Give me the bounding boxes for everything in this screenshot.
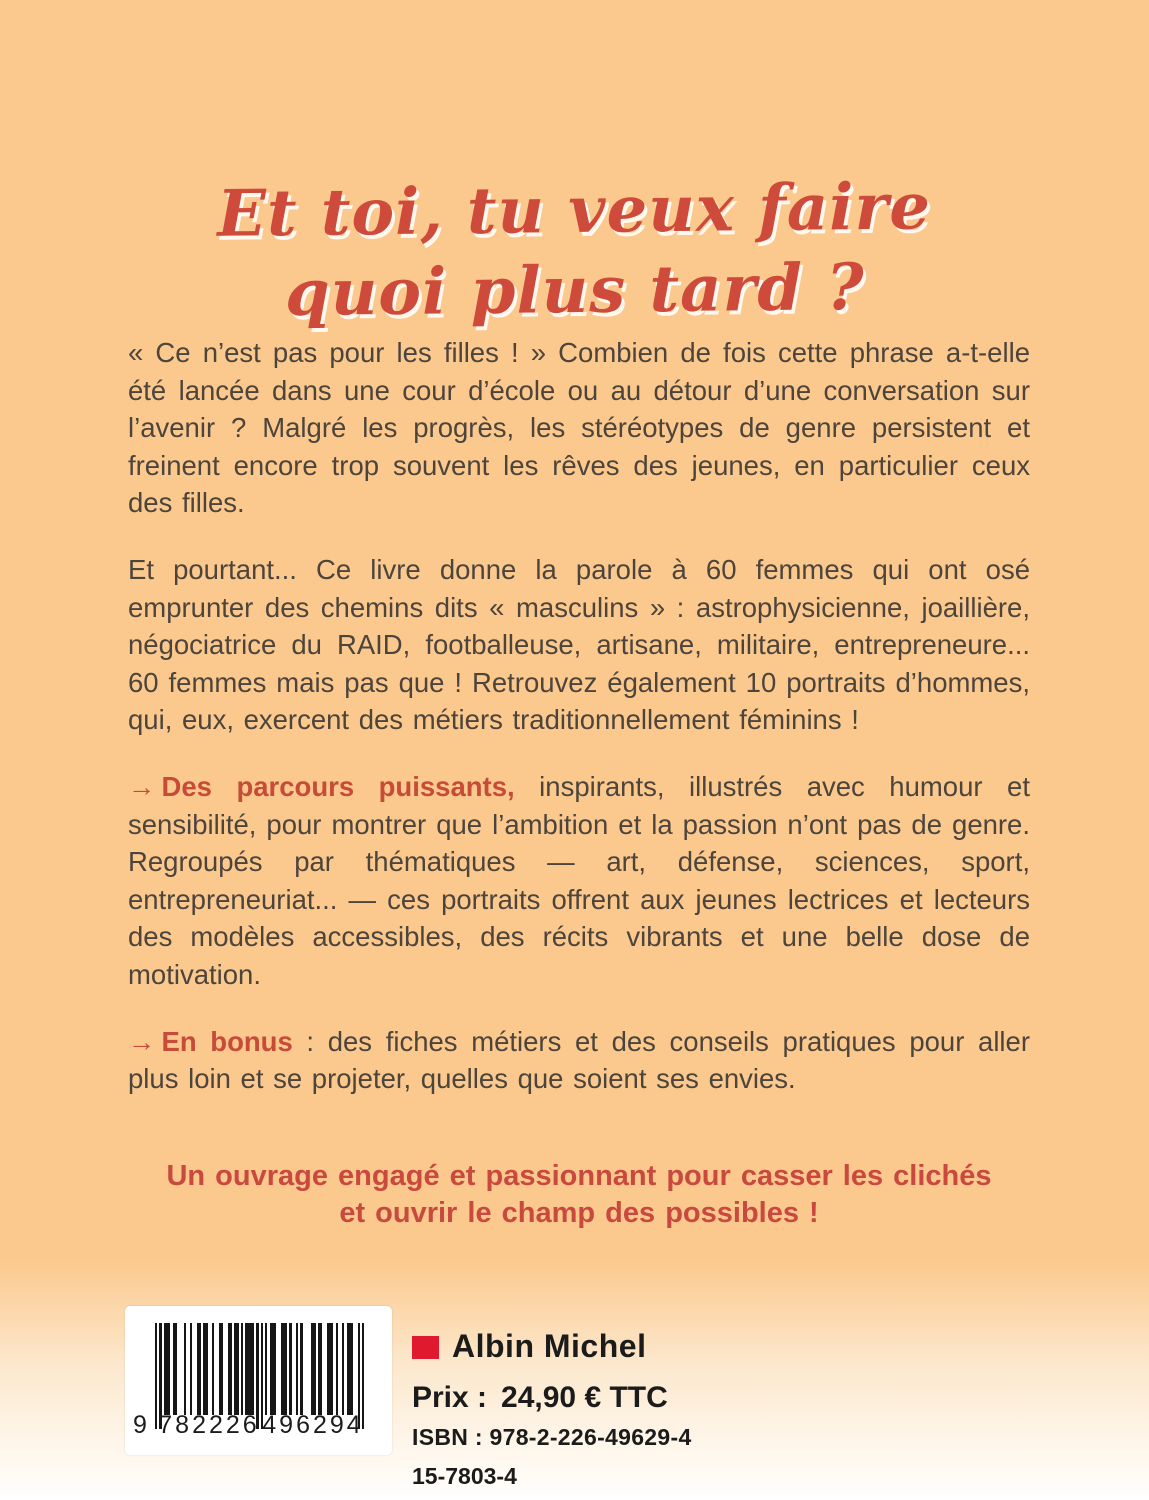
parcours-rest: inspirants, illustrés avec humour et sensibilité, pour montrer que l’ambition et la passion n’ont pas de genre. Regroupés par thématiques — art, défense, sciences, sport, entrepreneuriat... — ces portraits offrent aux jeunes lectrices et lecteurs des modèles accessibles, des récits vibrants et une belle dose de motivation. (128, 770, 1030, 990)
barcode-inner (133, 1323, 365, 1443)
barcode-digit-first: 9 (133, 1411, 150, 1439)
paragraph-parcours (128, 768, 1030, 994)
book-title-line1: Et toi, tu veux faire (216, 169, 932, 252)
parcours-lead: Des parcours puissants, (161, 770, 515, 802)
arrow-icon: → (128, 770, 156, 802)
tagline-line2: et ouvrir le champ des possibles ! (339, 1196, 819, 1229)
barcode-digits (133, 1411, 365, 1440)
publisher-name: Albin Michel (452, 1328, 647, 1364)
tagline-line1: Un ouvrage engagé et passionnant pour casser les clichés (166, 1159, 992, 1192)
bonus-rest: : des fiches métiers et des conseils pratiques pour aller plus loin et se projeter, quelles que soient ses envies. (128, 1025, 1030, 1095)
barcode (125, 1306, 392, 1455)
albin-michel-logo-icon (412, 1336, 439, 1359)
paragraph-bonus (128, 1023, 1030, 1098)
price-row (412, 1381, 692, 1415)
back-cover-text (128, 334, 1030, 1232)
isbn-value: 978-2-226-49629-4 (489, 1424, 692, 1450)
paragraph-intro: « Ce n’est pas pour les filles ! » Combien de fois cette phrase a-t-elle été lancée dans une cour d’école ou au détour d’une conversation sur l’avenir ? Malgré les progrès, les stéréotypes de genre persistent et freinent encore trop souvent les rêves des jeunes, en particulier ceux des filles. (128, 337, 1030, 519)
isbn-label: ISBN : (412, 1424, 483, 1450)
paragraph-concept: Et pourtant... Ce livre donne la parole à 60 femmes qui ont osé emprunter des chemins dits « masculins » : astrophysicienne, joaillière, négociatrice du RAID, footballeuse, artisane, militaire, entrepreneure... 60 femmes mais pas que ! Retrouvez également 10 portraits d’hommes, qui, eux, exercent des métiers traditionnellement féminins ! (128, 553, 1030, 736)
barcode-digit-group2: 496294 (262, 1411, 364, 1439)
book-title (0, 165, 1149, 337)
isbn-row (412, 1424, 692, 1451)
bonus-lead: En bonus (161, 1025, 293, 1057)
barcode-digit-group1: 782226 (158, 1411, 260, 1439)
arrow-icon: → (128, 1025, 156, 1057)
book-title-line2: quoi plus tard ? (284, 249, 866, 331)
publisher-logo-row (412, 1328, 692, 1365)
price-value: 24,90 € TTC (501, 1381, 668, 1414)
tagline (128, 1158, 1030, 1232)
edition-ref: 15-7803-4 (412, 1463, 517, 1489)
price-label: Prix : (412, 1381, 488, 1414)
publisher-block (412, 1328, 692, 1490)
